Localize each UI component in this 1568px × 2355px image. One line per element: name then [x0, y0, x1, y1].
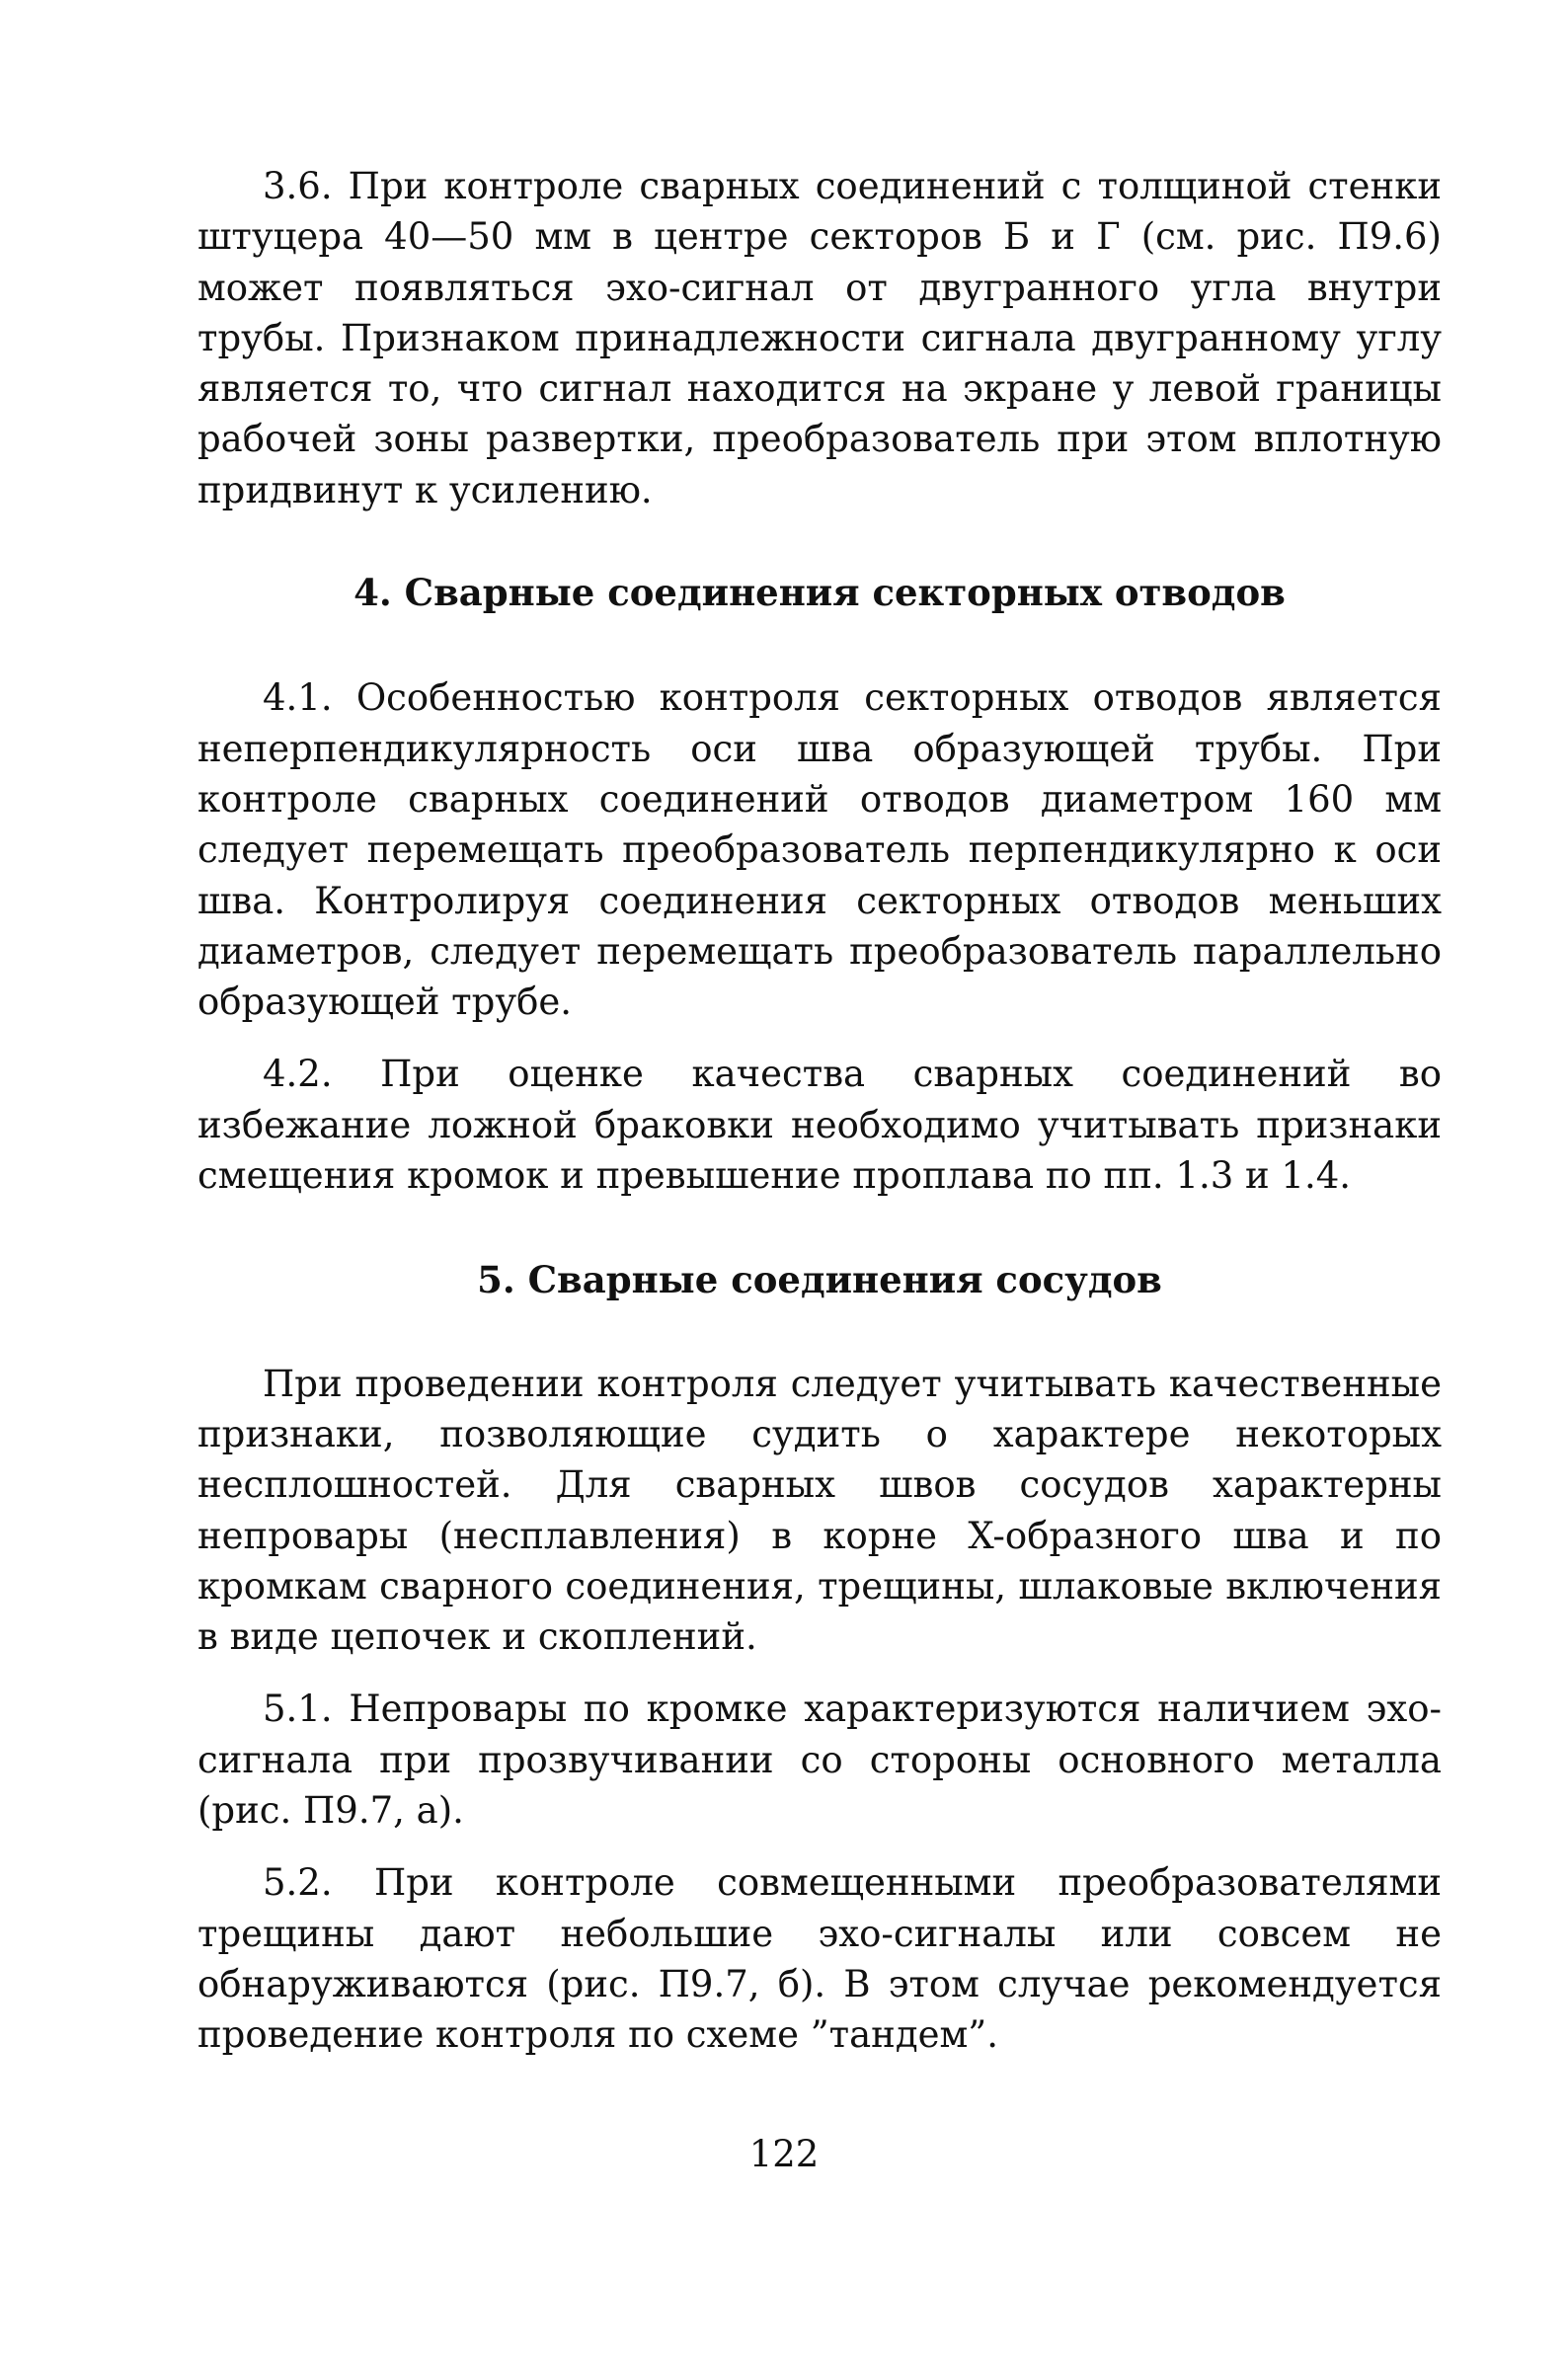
- section-4-heading: 4. Сварные соединения секторных отводов: [353, 571, 1286, 615]
- paragraph-5-1: 5.1. Непровары по кромке характеризуются наличием эхо-сигнала при прозвучивании со стороны основного металла (рис. П9.7, а).: [197, 1688, 1442, 1833]
- paragraph-5-2: 5.2. При контроле совмещенными преобразователями трещины дают небольшие эхо-сигналы или совсем не обнаруживаются (рис. П9.7, б). В этом случае рекомендуется проведение контроля по схеме ”тандем”.: [197, 1861, 1442, 2057]
- paragraph-3-6: 3.6. При контроле сварных соединений с толщиной стенки штуцера 40—50 мм в центре секторов Б и Г (см. рис. П9.6) может появляться эхо-сигнал от двугранного угла внутри трубы. Признаком принадлежности сигнала двугранному углу является то, что сигнал находится на экране у левой границы рабочей зоны развертки, преобразователь при этом вплотную придвинут к усилению.: [197, 165, 1442, 511]
- paragraph-5-intro: При проведении контроля следует учитывать качественные признаки, позволяющие судить о характере некоторых несплошностей. Для сварных швов сосудов характерны непровары (несплавления) в корне X-образного шва и по кромкам сварного соединения, трещины, шлаковые включения в виде цепочек и скоплений.: [197, 1362, 1442, 1659]
- section-5-heading: 5. Сварные соединения сосудов: [477, 1258, 1162, 1302]
- page-number: 122: [748, 2133, 820, 2175]
- paragraph-4-2: 4.2. При оценке качества сварных соединений во избежание ложной браковки необходимо учитывать признаки смещения кромок и превышение проплава по пп. 1.3 и 1.4.: [197, 1053, 1442, 1198]
- paragraph-4-1: 4.1. Особенностью контроля секторных отводов является неперпендикулярность оси шва образующей трубы. При контроле сварных соединений отводов диаметром 160 мм следует перемещать преобразователь перпендикулярно к оси шва. Контролируя соединения секторных отводов меньших диаметров, следует перемещать преобразователь параллельно образующей трубе.: [197, 676, 1442, 1024]
